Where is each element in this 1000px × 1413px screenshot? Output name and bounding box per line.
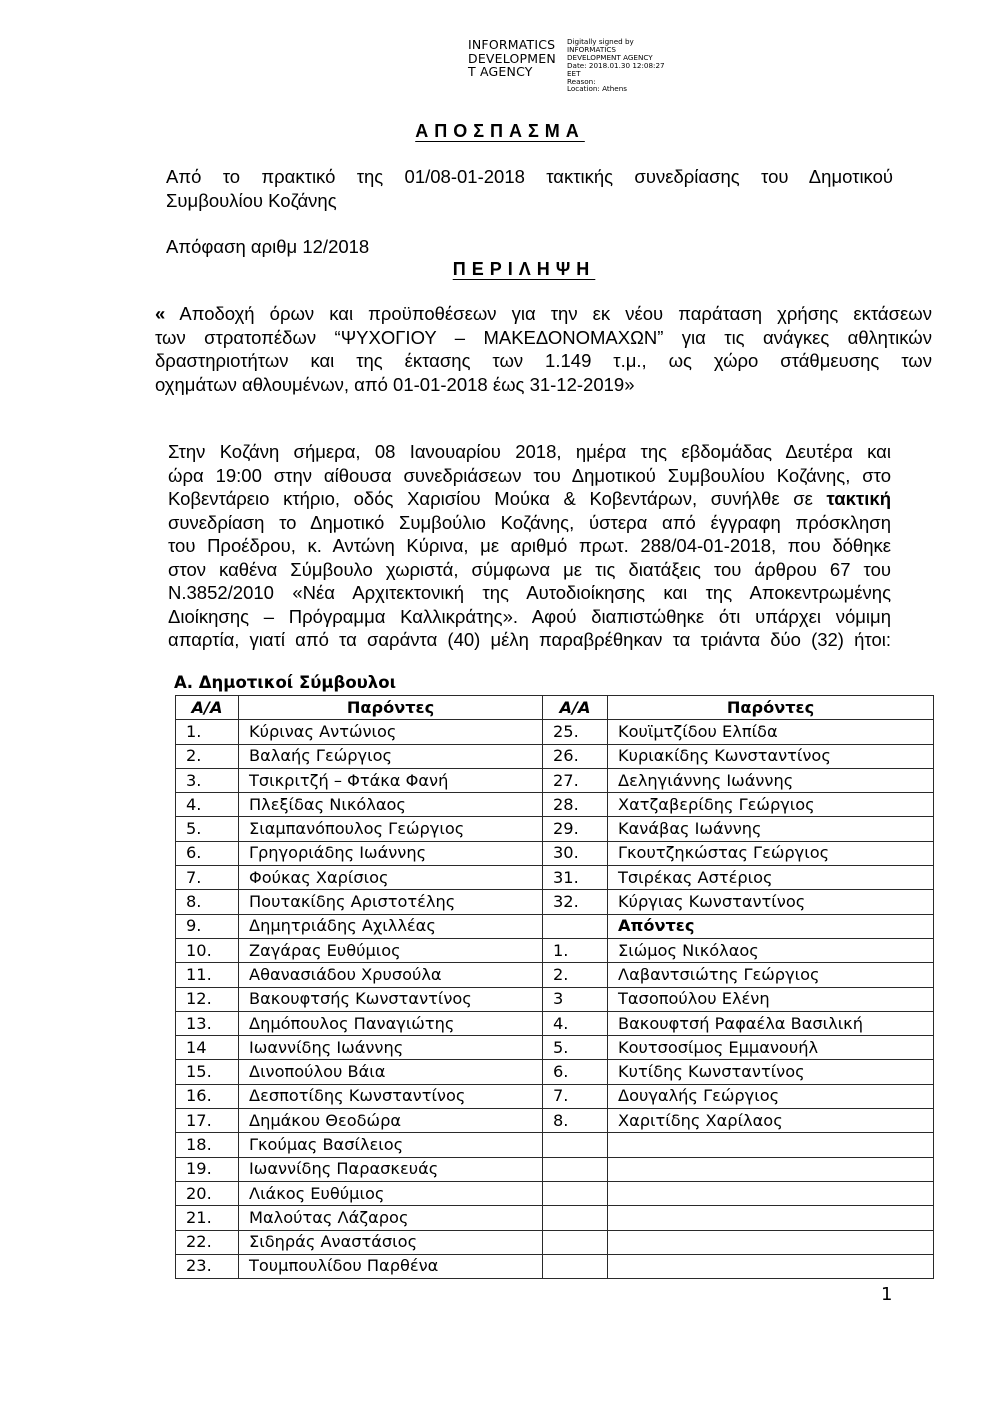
table-row [176, 938, 934, 962]
table-row [176, 1206, 934, 1230]
row-number-right: 31. [543, 866, 608, 890]
row-number-right: 5. [543, 1036, 608, 1060]
signer-line: T AGENCY [468, 64, 533, 79]
text-line: ώρα 19:00 στην αίθουσα συνεδριάσεων του Δημοτικού Συμβουλίου Κοζάνης, στο [168, 464, 891, 486]
member-name-right: Γκουτζηκώστας Γεώργιος [608, 841, 934, 865]
row-number-left: 8. [176, 890, 239, 914]
member-name-right: Κανάβας Ιωάννης [608, 817, 934, 841]
row-number-right [543, 1230, 608, 1254]
text-line: Κοβεντάρειο κτήριο, οδός Χαρισίου Μούκα & Κοβεντάρων, συνήλθε σε τακτική [168, 488, 891, 509]
text-line: του Προέδρου, κ. Αντώνη Κύρινα, με αριθμό πρωτ. 288/04-01-2018, που δόθηκε [168, 535, 891, 556]
table-row [176, 914, 934, 938]
section-title: Α. Δημοτικοί Σύμβουλοι [174, 673, 397, 692]
table-row [176, 987, 934, 1011]
row-number-left: 7. [176, 866, 239, 890]
signature-meta-line: DEVELOPMENT AGENCY [567, 52, 653, 62]
row-number-left: 5. [176, 817, 239, 841]
table-body [176, 720, 934, 1279]
member-name-right: Κυτίδης Κωνσταντίνος [608, 1060, 934, 1084]
table-row [176, 841, 934, 865]
signature-meta-line: INFORMATICS [567, 44, 616, 54]
member-name-left: Λιάκος Ευθύμιος [239, 1181, 543, 1205]
table-row [176, 720, 934, 744]
table-row [176, 1133, 934, 1157]
signature-reason: Reason: [567, 76, 596, 86]
decision-number: Απόφαση αριθμ 12/2018 [166, 236, 370, 257]
text-line: στον καθένα Σύμβουλο χωριστά, σύμφωνα με τις διατάξεις του άρθρου 67 του [168, 558, 891, 580]
member-name-right: Κύργιας Κωνσταντίνος [608, 890, 934, 914]
member-name-left: Σιαμπανόπουλος Γεώργιος [239, 817, 543, 841]
member-name-right [608, 1254, 934, 1278]
row-number-left: 19. [176, 1157, 239, 1181]
row-number-right: 32. [543, 890, 608, 914]
row-number-left: 3. [176, 768, 239, 792]
signature-meta-line: EET [567, 68, 581, 78]
row-number-left: 9. [176, 914, 239, 938]
signature-date: Date: 2018.01.30 12:08:27 [567, 60, 665, 70]
member-name-right: Δεληγιάννης Ιωάννης [608, 768, 934, 792]
member-name-left: Γρηγοριάδης Ιωάννης [239, 841, 543, 865]
member-name-left: Κύρινας Αντώνιος [239, 720, 543, 744]
member-name-right: Βακουφτσή Ραφαέλα Βασιλική [608, 1011, 934, 1035]
member-name-right: Κουτσοσίμος Εμμανουήλ [608, 1036, 934, 1060]
row-number-left: 17. [176, 1109, 239, 1133]
member-name-left: Ιωαννίδης Παρασκευάς [239, 1157, 543, 1181]
row-number-right: 8. [543, 1109, 608, 1133]
row-number-right [543, 1157, 608, 1181]
member-name-right [608, 1133, 934, 1157]
row-number-right: 25. [543, 720, 608, 744]
member-name-left: Δημόπουλος Παναγιώτης [239, 1011, 543, 1035]
row-number-right: 2. [543, 963, 608, 987]
row-number-left: 20. [176, 1181, 239, 1205]
column-header-number: Α/Α [176, 696, 239, 720]
row-number-right: 4. [543, 1011, 608, 1035]
row-number-left: 2. [176, 744, 239, 768]
table-row [176, 1036, 934, 1060]
text-line: συνεδρίαση το Δημοτικό Συμβούλιο Κοζάνης, ύστερα από έγγραφη πρόσκληση [168, 511, 891, 533]
table-row [176, 1254, 934, 1278]
table-row [176, 1084, 934, 1108]
row-number-right: 29. [543, 817, 608, 841]
member-name-right [608, 1157, 934, 1181]
member-name-left: Βακουφτσής Κωνσταντίνος [239, 987, 543, 1011]
member-name-left: Πλεξίδας Νικόλαος [239, 793, 543, 817]
row-number-right: 1. [543, 938, 608, 962]
text-line: των στρατοπέδων “ΨΥΧΟΓΙΟΥ – ΜΑΚΕΔΟΝΟΜΑΧΩΝ” για τις ανάγκες αθλητικών [155, 326, 932, 348]
table-row [176, 1109, 934, 1133]
row-number-left: 16. [176, 1084, 239, 1108]
member-name-right: Τσιρέκας Αστέριος [608, 866, 934, 890]
row-number-left: 22. [176, 1230, 239, 1254]
member-name-left: Δημάκου Θεοδώρα [239, 1109, 543, 1133]
member-name-left: Δινοπούλου Βάια [239, 1060, 543, 1084]
text-line: δραστηριοτήτων και της έκτασης των 1.149 τ.μ., ως χώρο στάθμευσης των [155, 350, 932, 371]
row-number-right [543, 1181, 608, 1205]
row-number-right: 7. [543, 1084, 608, 1108]
text-line: Από το πρακτικό της 01/08-01-2018 τακτικής συνεδρίασης του Δημοτικού [166, 166, 893, 187]
signer-line: INFORMATICS [468, 37, 556, 52]
row-number-left: 21. [176, 1206, 239, 1230]
member-name-right [608, 1206, 934, 1230]
minutes-reference [166, 165, 893, 212]
table-row [176, 1157, 934, 1181]
table-row [176, 768, 934, 792]
text-line: Ν.3852/2010 «Νέα Αρχιτεκτονική της Αυτοδιοίκησης και της Αποκεντρωμένης [168, 582, 891, 603]
row-number-left: 23. [176, 1254, 239, 1278]
column-header-number: Α/Α [543, 696, 608, 720]
row-number-right: 3 [543, 987, 608, 1011]
text-line: Στην Κοζάνη σήμερα, 08 Ιανουαρίου 2018, ημέρα της εβδομάδας Δευτέρα και [168, 441, 891, 462]
member-name-left: Βαλαής Γεώργιος [239, 744, 543, 768]
signature-meta-line: Digitally signed by [567, 37, 634, 46]
table-row [176, 963, 934, 987]
bold-word: τακτική [826, 488, 891, 509]
table-row [176, 890, 934, 914]
digital-signature-signer [468, 38, 556, 79]
row-number-left: 12. [176, 987, 239, 1011]
member-name-left: Γκούμας Βασίλειος [239, 1133, 543, 1157]
member-name-right: Κυριακίδης Κωνσταντίνος [608, 744, 934, 768]
table-header-row [176, 696, 934, 720]
member-name-right: Σιώμος Νικόλαος [608, 938, 934, 962]
row-number-right: 27. [543, 768, 608, 792]
row-number-left: 4. [176, 793, 239, 817]
page-number: 1 [881, 1284, 893, 1305]
table-row [176, 744, 934, 768]
member-name-left: Πουτακίδης Αριστοτέλης [239, 890, 543, 914]
member-name-right [608, 1230, 934, 1254]
table-row [176, 1230, 934, 1254]
absent-subheading: Απόντες [608, 914, 934, 938]
table-row [176, 866, 934, 890]
member-name-left: Φούκας Χαρίσιος [239, 866, 543, 890]
text-line: Συμβουλίου Κοζάνης [166, 189, 337, 211]
member-name-right: Κουϊμτζίδου Ελπίδα [608, 720, 934, 744]
row-number-left: 11. [176, 963, 239, 987]
row-number-right: 30. [543, 841, 608, 865]
row-number-left: 14 [176, 1036, 239, 1060]
table-row [176, 1011, 934, 1035]
row-number-right: 28. [543, 793, 608, 817]
row-number-right: 26. [543, 744, 608, 768]
text-line: απαρτία, γιατί από τα σαράντα (40) μέλη παραβρέθηκαν τα τριάντα δύο (32) ήτοι: [168, 629, 891, 650]
body-paragraph [168, 440, 891, 652]
table-row [176, 1060, 934, 1084]
member-name-left: Δεσποτίδης Κωνσταντίνος [239, 1084, 543, 1108]
signature-location: Location: Athens [567, 84, 627, 94]
member-name-left: Μαλούτας Λάζαρος [239, 1206, 543, 1230]
member-name-left: Ιωαννίδης Ιωάννης [239, 1036, 543, 1060]
member-name-left: Σιδηράς Αναστάσιος [239, 1230, 543, 1254]
column-header-present: Παρόντες [608, 696, 934, 720]
column-header-present: Παρόντες [239, 696, 543, 720]
text-line: Διοίκησης – Πρόγραμμα Καλλικράτης». Αφού διαπιστώθηκε ότι υπάρχει νόμιμη [168, 605, 891, 627]
row-number-right [543, 1254, 608, 1278]
row-number-left: 15. [176, 1060, 239, 1084]
row-number-right [543, 1133, 608, 1157]
signer-line: DEVELOPMEN [468, 50, 556, 66]
text-line: « Αποδοχή όρων και προϋποθέσεων για την εκ νέου παράταση χρήσης εκτάσεων [155, 303, 932, 324]
row-number-left: 13. [176, 1011, 239, 1035]
open-quote: « [155, 303, 166, 324]
council-members-table [175, 695, 934, 1279]
member-name-left: Δημητριάδης Αχιλλέας [239, 914, 543, 938]
member-name-right: Τασοπούλου Ελένη [608, 987, 934, 1011]
member-name-left: Τσικριτζή – Φτάκα Φανή [239, 768, 543, 792]
member-name-right: Λαβαντσιώτης Γεώργιος [608, 963, 934, 987]
document-title: ΑΠΟΣΠΑΣΜΑ [415, 121, 585, 141]
row-number-left: 6. [176, 841, 239, 865]
member-name-left: Ζαγάρας Ευθύμιος [239, 938, 543, 962]
member-name-left: Τουμπουλίδου Παρθένα [239, 1254, 543, 1278]
row-number-left: 10. [176, 938, 239, 962]
table-row [176, 817, 934, 841]
row-number-left: 1. [176, 720, 239, 744]
table-row [176, 1181, 934, 1205]
row-number-right [543, 914, 608, 938]
summary-paragraph [155, 302, 932, 396]
row-number-right [543, 1206, 608, 1230]
row-number-right: 6. [543, 1060, 608, 1084]
summary-heading: ΠΕΡΙΛΗΨΗ [452, 259, 596, 279]
member-name-right [608, 1181, 934, 1205]
row-number-left: 18. [176, 1133, 239, 1157]
member-name-right: Δουγαλής Γεώργιος [608, 1084, 934, 1108]
text-line: οχημάτων αθλουμένων, από 01-01-2018 έως 31-12-2019» [155, 373, 635, 395]
table-row [176, 793, 934, 817]
member-name-right: Χαριτίδης Χαρίλαος [608, 1109, 934, 1133]
member-name-right: Χατζαβερίδης Γεώργιος [608, 793, 934, 817]
digital-signature-details [567, 38, 665, 93]
member-name-left: Αθανασιάδου Χρυσούλα [239, 963, 543, 987]
